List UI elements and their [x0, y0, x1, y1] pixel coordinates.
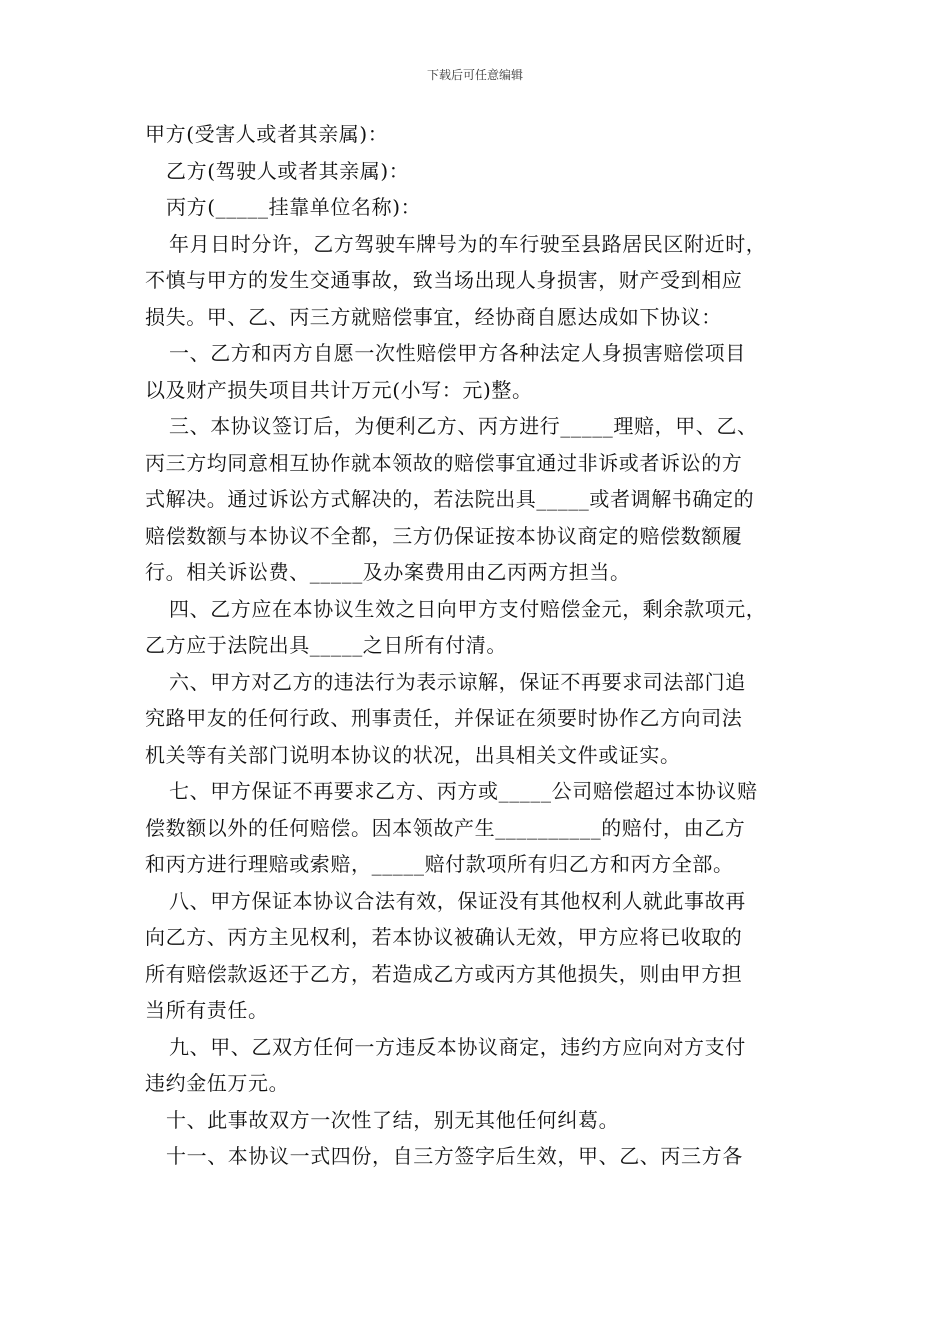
clause-7-line: 和丙方进行理赔或索赔，_____赔付款项所有归乙方和丙方全部。 [145, 852, 734, 876]
party-c-line: 丙方(_____挂靠单位名称)： [166, 195, 422, 219]
paragraph-line: 损失。甲、乙、丙三方就赔偿事宜，经协商自愿达成如下协议： [145, 304, 722, 329]
page-header: 下载后可任意编辑 [426, 68, 523, 82]
clause-4-line: 乙方应于法院出具_____之日所有付清。 [145, 633, 507, 657]
clause-6-line: 究路甲友的任何行政、刑事责任，并保证在须要时协作乙方向司法 [145, 706, 743, 730]
paragraph-line: 年月日时分许，乙方驾驶车牌号为的车行驶至县路居民区附近时， [169, 231, 767, 256]
clause-8-line: 当所有责任。 [145, 998, 269, 1022]
clause-8-line: 所有赔偿款返还于乙方，若造成乙方或丙方其他损失，则由甲方担 [145, 961, 743, 986]
clause-9-line: 九、甲、乙双方任何一方违反本协议商定，违约方应向对方支付 [169, 1034, 746, 1059]
clause-1-line: 以及财产损失项目共计万元(小写：元)整。 [145, 377, 533, 402]
clause-3-line: 三、本协议签订后，为便利乙方、丙方进行_____理赔，甲、乙、 [169, 414, 758, 438]
clause-3-line: 赔偿数额与本协议不全都，三方仍保证按本协议商定的赔偿数额履 [145, 523, 743, 548]
clause-11-line: 十一、本协议一式四份，自三方签字后生效，甲、乙、丙三方各 [166, 1144, 743, 1168]
clause-9-line: 违约金伍万元。 [145, 1071, 290, 1095]
clause-3-line: 丙三方均同意相互协作就本领故的赔偿事宜通过非诉或者诉讼的方 [145, 450, 743, 475]
clause-1-line: 一、乙方和丙方自愿一次性赔偿甲方各种法定人身损害赔偿项目 [169, 341, 746, 365]
clause-6-line: 六、甲方对乙方的违法行为表示谅解，保证不再要求司法部门追 [169, 669, 746, 694]
clause-3-line: 式解决。通过诉讼方式解决的，若法院出具_____或者调解书确定的 [145, 487, 755, 511]
clause-7-line: 七、甲方保证不再要求乙方、丙方或_____公司赔偿超过本协议赔 [169, 779, 758, 803]
clause-10-line: 十、此事故双方一次性了结，别无其他任何纠葛。 [166, 1107, 620, 1132]
clause-3-line: 行。相关诉讼费、_____及办案费用由乙丙两方担当。 [145, 560, 631, 584]
paragraph-line: 不慎与甲方的发生交通事故，致当场出现人身损害，财产受到相应 [145, 268, 743, 292]
clause-4-line: 四、乙方应在本协议生效之日向甲方支付赔偿金元，剩余款项元， [169, 596, 767, 621]
agreement-body [145, 116, 810, 1175]
clause-8-line: 向乙方、丙方主见权利，若本协议被确认无效，甲方应将已收取的 [145, 925, 743, 949]
party-a-line: 甲方(受害人或者其亲属)： [145, 122, 389, 146]
clause-6-line: 机关等有关部门说明本协议的状况，出具相关文件或证实。 [145, 742, 681, 767]
clause-8-line: 八、甲方保证本协议合法有效，保证没有其他权利人就此事故再 [169, 888, 746, 913]
party-b-line: 乙方(驾驶人或者其亲属)： [166, 158, 410, 183]
clause-7-line: 偿数额以外的任何赔偿。因本领故产生__________的赔付，由乙方 [145, 815, 746, 840]
